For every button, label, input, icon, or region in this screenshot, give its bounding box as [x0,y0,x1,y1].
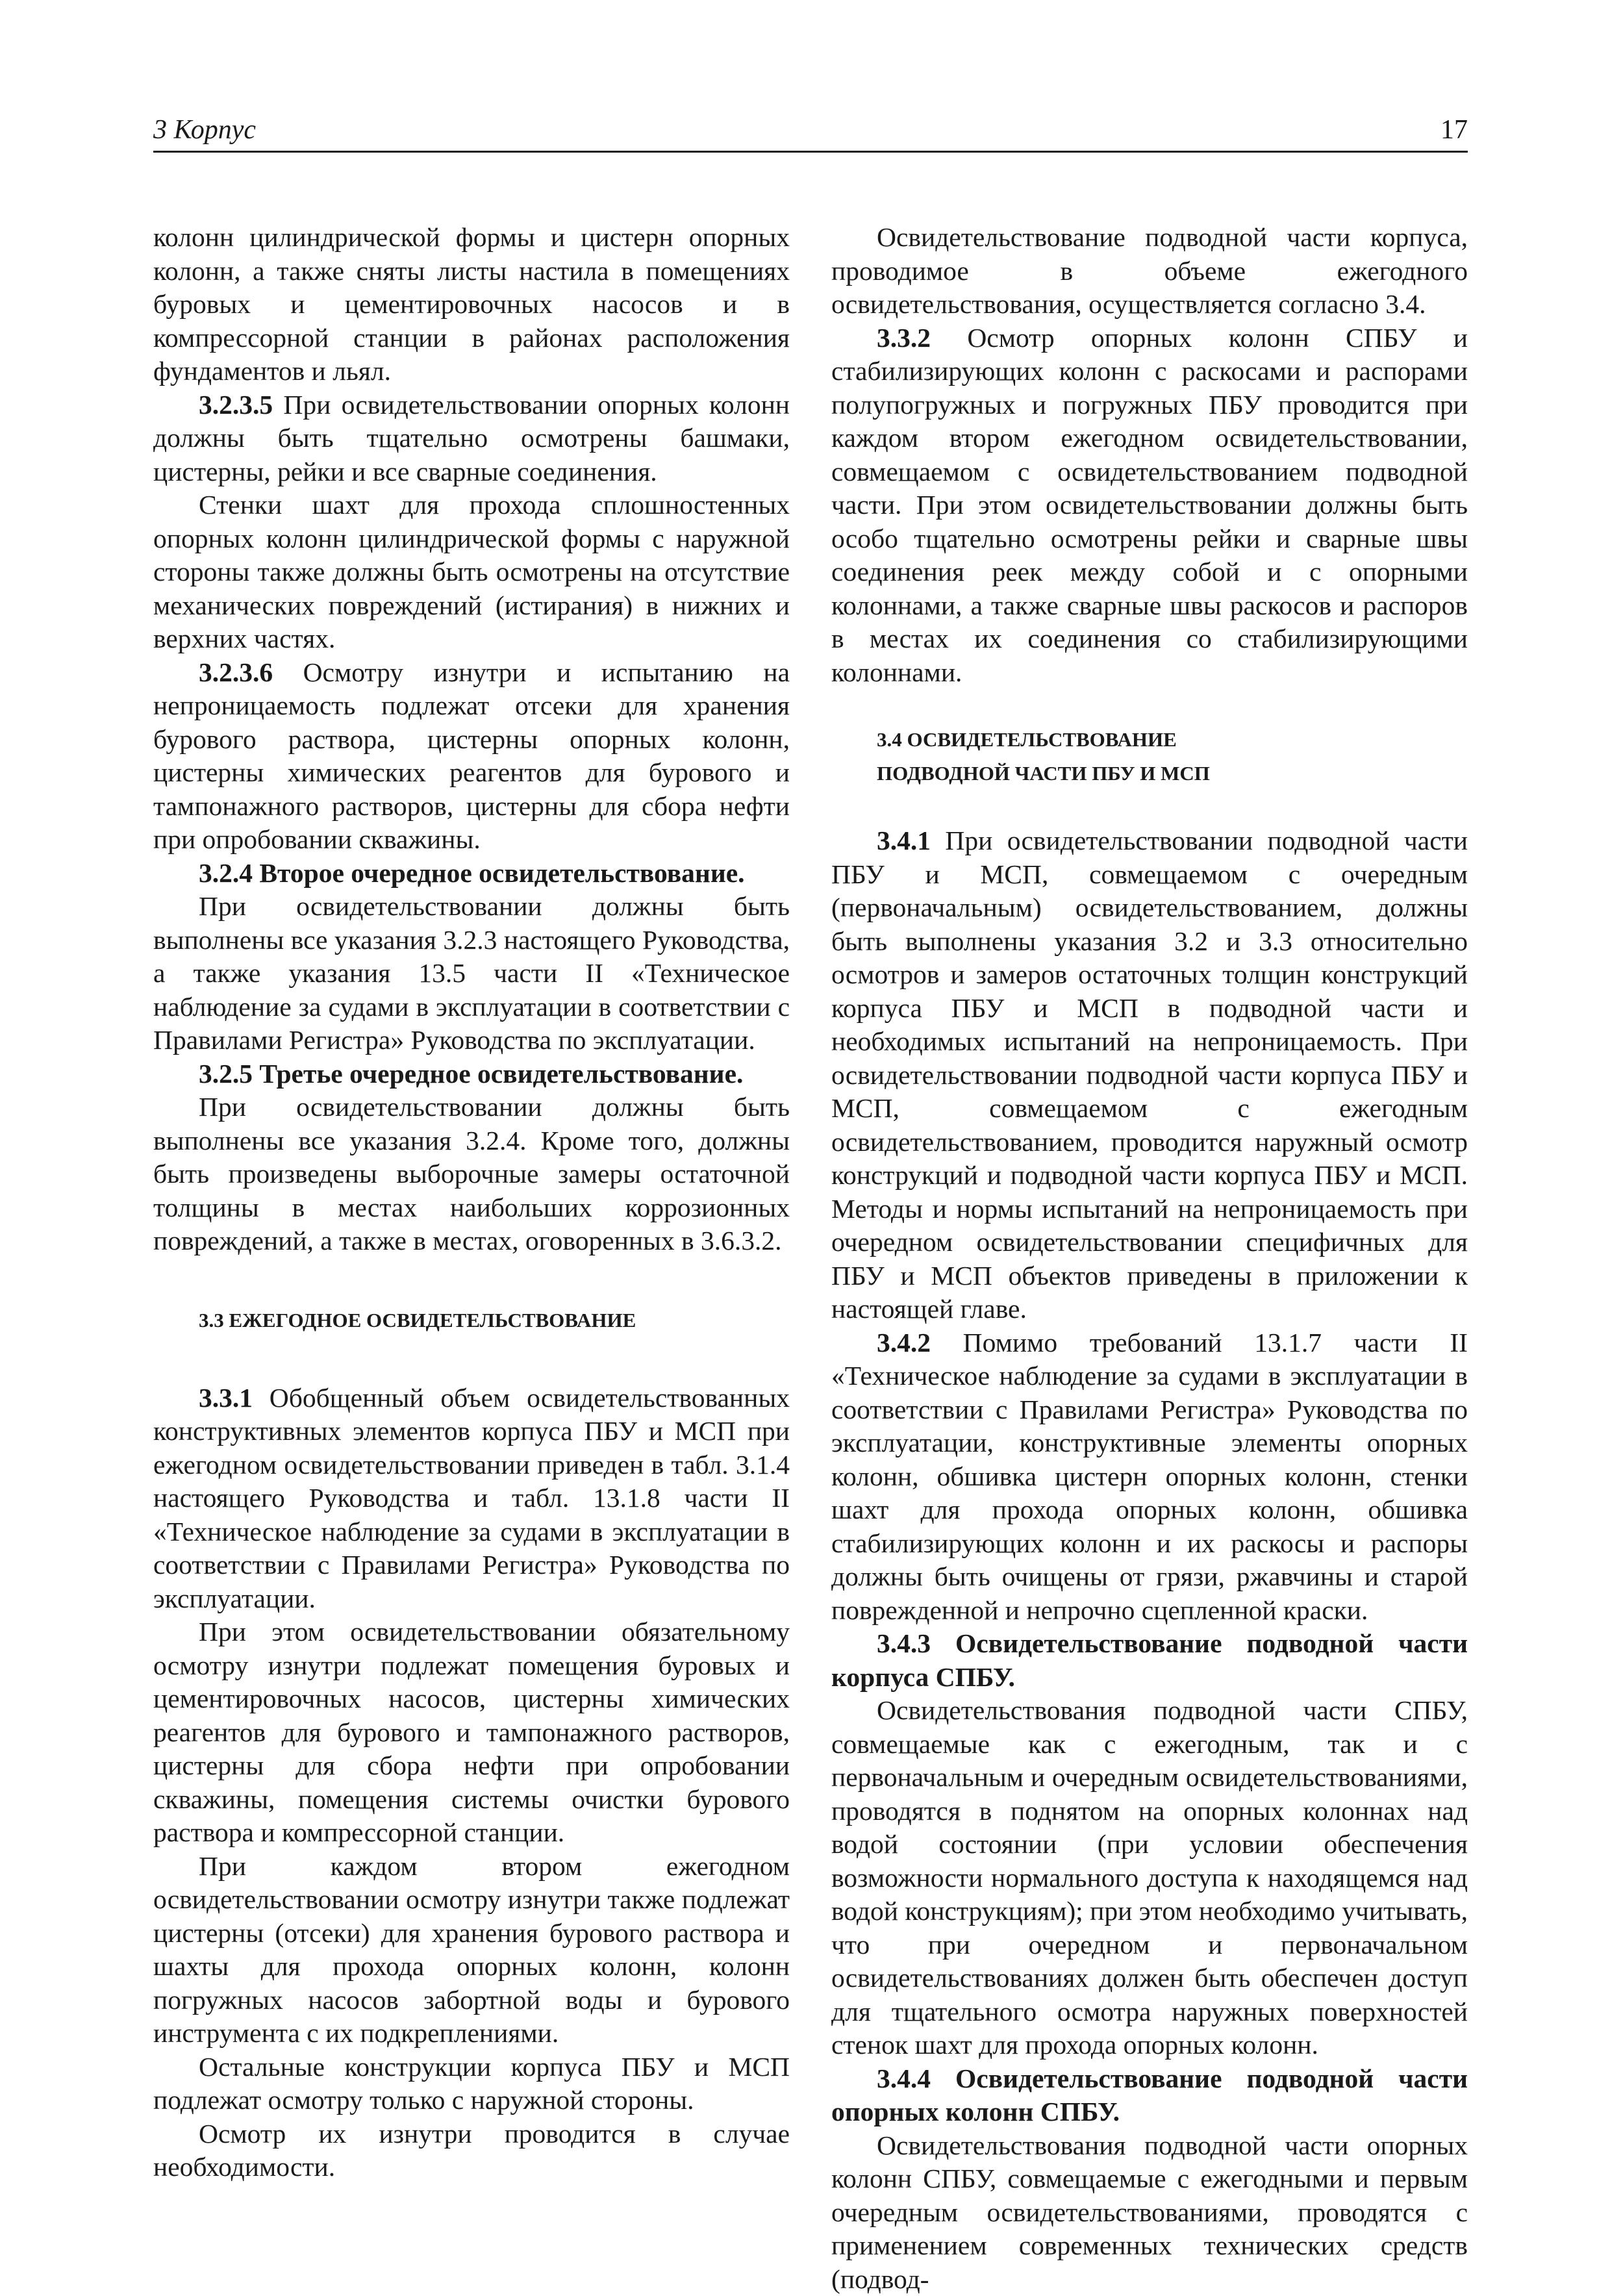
paragraph: При этом освидетельствовании обязательному осмотру изнутри подлежат помещения буровых и цементировочных насосов, цистерны химических реагентов для бурового и тампонажного растворов, цистерны для сбора нефти при опробовании скважины, помещения системы очистки бурового раствора и компрессорной станции. [153,1615,790,1850]
paragraph: При каждом втором ежегодном освидетельствовании осмотру изнутри также подлежат цистерны (отсеки) для хранения бурового раствора и шахты для прохода опорных колонн, колонн погружных насосов забортной воды и бурового инструмента с их подкреплениями. [153,1850,790,2050]
paragraph: При освидетельствовании должны быть выполнены все указания 3.2.4. Кроме того, должны быть произведены выборочные замеры остаточной толщины в местах наибольших коррозионных повреждений, а также в местах, оговоренных в 3.6.3.2. [153,1091,790,1258]
paragraph: Осмотр их изнутри проводится в случае необходимости. [153,2117,790,2184]
paragraph: колонн цилиндрической формы и цистерн опорных колонн, а также сняты листы настила в помещениях буровых и цементировочных насосов и в компрессорной станции в районах расположения фундаментов и льял. [153,221,790,388]
running-header-chapter: 3 Корпус [153,114,256,145]
clause-text: Осмотр опорных колонн СПБУ и стабилизирующих колонн с раскосами и распорами полупогружных и погружных ПБУ проводится при каждом втором ежегодном освидетельствовании, совмещаемом с освидетельствованием подводной части. При этом освидетельствовании должны быть особо тщательно осмотрены рейки и сварные швы соединения реек между собой и с опорными колоннами, а также сварные швы раскосов и распоров в местах их соединения со стабилизирующими колоннами. [831,323,1468,687]
heading-3-2-4: 3.2.4 Второе очередное освидетельствование. [153,857,790,890]
clause-text: При освидетельствовании опорных колонн должны быть тщательно осмотрены башмаки, цистерны, рейки и все сварные соединения. [153,390,790,486]
clause-3-3-1 [153,1381,790,1616]
section-heading-3-3: 3.3 ЕЖЕГОДНОЕ ОСВИДЕТЕЛЬСТВОВАНИЕ [153,1304,790,1337]
clause-text: Помимо требований 13.1.7 части II «Техническое наблюдение за судами в эксплуатации в соответствии с Правилами Регистра» Руководства по эксплуатации, конструктивные элементы опорных колонн, обшивка цистерн опорных колонн, стенки шахт для прохода опорных колонн, обшивка стабилизирующих колонн и их раскосы и распоры должны быть очищены от грязи, ржавчины и старой поврежденной и непрочно сцепленной краски. [831,1328,1468,1625]
clause-3-4-1 [831,824,1468,1326]
paragraph: При освидетельствовании должны быть выполнены все указания 3.2.3 настоящего Руководства, а также указания 13.5 части II «Техническое наблюдение за судами в эксплуатации в соответствии с Правилами Регистра» Руководства по эксплуатации. [153,890,790,1057]
paragraph: Остальные конструкции корпуса ПБУ и МСП подлежат осмотру только с наружной стороны. [153,2050,790,2117]
page-number: 17 [1435,114,1468,145]
clause-number: 3.4.1 [877,826,931,855]
clause-3-2-3-6 [153,656,790,857]
clause-number: 3.2.3.5 [199,390,273,420]
heading-3-4-4: 3.4.4 Освидетельствование подводной части опорных колонн СПБУ. [831,2062,1468,2129]
clause-number: 3.4.2 [877,1328,931,1357]
paragraph: Стенки шахт для прохода сплошностенных опорных колонн цилиндрической формы с наружной стороны также должны быть осмотрены на отсутствие механических повреждений (истирания) в нижних и верхних частях. [153,488,790,656]
clause-3-3-2 [831,322,1468,690]
left-column [153,221,790,2184]
heading-3-2-5: 3.2.5 Третье очередное освидетельствование. [153,1057,790,1091]
right-column [831,221,1468,2296]
clause-3-2-3-5 [153,388,790,489]
clause-number: 3.2.3.6 [199,657,273,687]
paragraph: Освидетельствования подводной части опорных колонн СПБУ, совмещаемые с ежегодными и первым очередным освидетельствованиями, проводятся с применением современных технических средств (подвод- [831,2129,1468,2296]
heading-3-4-3: 3.4.3 Освидетельствование подводной части корпуса СПБУ. [831,1627,1468,1694]
clause-text: Обобщенный объем освидетельствованных конструктивных элементов корпуса ПБУ и МСП при ежегодном освидетельствовании приведен в табл. 3.1.4 настоящего Руководства и табл. 13.1.8 части II «Техническое наблюдение за судами в эксплуатации в соответствии с Правилами Регистра» Руководства по эксплуатации. [153,1383,790,1613]
clause-text: Осмотру изнутри и испытанию на непроницаемость подлежат отсеки для хранения бурового раствора, цистерны опорных колонн, цистерны химических реагентов для бурового и тампонажного растворов, цистерны для сбора нефти при опробовании скважины. [153,657,790,855]
clause-number: 3.3.1 [199,1383,253,1413]
paragraph: Освидетельствование подводной части корпуса, проводимое в объеме ежегодного освидетельствования, осуществляется согласно 3.4. [831,221,1468,322]
section-heading-3-4-line1: 3.4 ОСВИДЕТЕЛЬСТВОВАНИЕ [831,723,1468,757]
clause-3-4-2 [831,1326,1468,1628]
header-rule [153,151,1468,153]
paragraph: Освидетельствования подводной части СПБУ, совмещаемые как с ежегодным, так и с первоначальным и очередным освидетельствованиями, проводятся в поднятом на опорных колоннах над водой состоянии (при условии обеспечения возможности нормального доступа к находящемся над водой конструкциям); при этом необходимо учитывать, что при очередном и первоначальном освидетельствованиях должен быть обеспечен доступ для тщательного осмотра наружных поверхностей стенок шахт для прохода опорных колонн. [831,1694,1468,2062]
section-heading-3-4-line2: ПОДВОДНОЙ ЧАСТИ ПБУ И МСП [831,757,1468,790]
clause-number: 3.3.2 [877,323,931,353]
clause-text: При освидетельствовании подводной части ПБУ и МСП, совмещаемом с очередным (первоначальным) освидетельствованием, должны быть выполнены указания 3.2 и 3.3 относительно осмотров и замеров остаточных толщин конструкций корпуса ПБУ и МСП в подводной части и необходимых испытаний на непроницаемость. При освидетельствовании подводной части корпуса ПБУ и МСП, совмещаемом с ежегодным освидетельствованием, проводится наружный осмотр конструкций и подводной части корпуса ПБУ и МСП. Методы и нормы испытаний на непроницаемость при очередном освидетельствовании специфичных для ПБУ и МСП объектов приведены в приложении к настоящей главе. [831,826,1468,1324]
